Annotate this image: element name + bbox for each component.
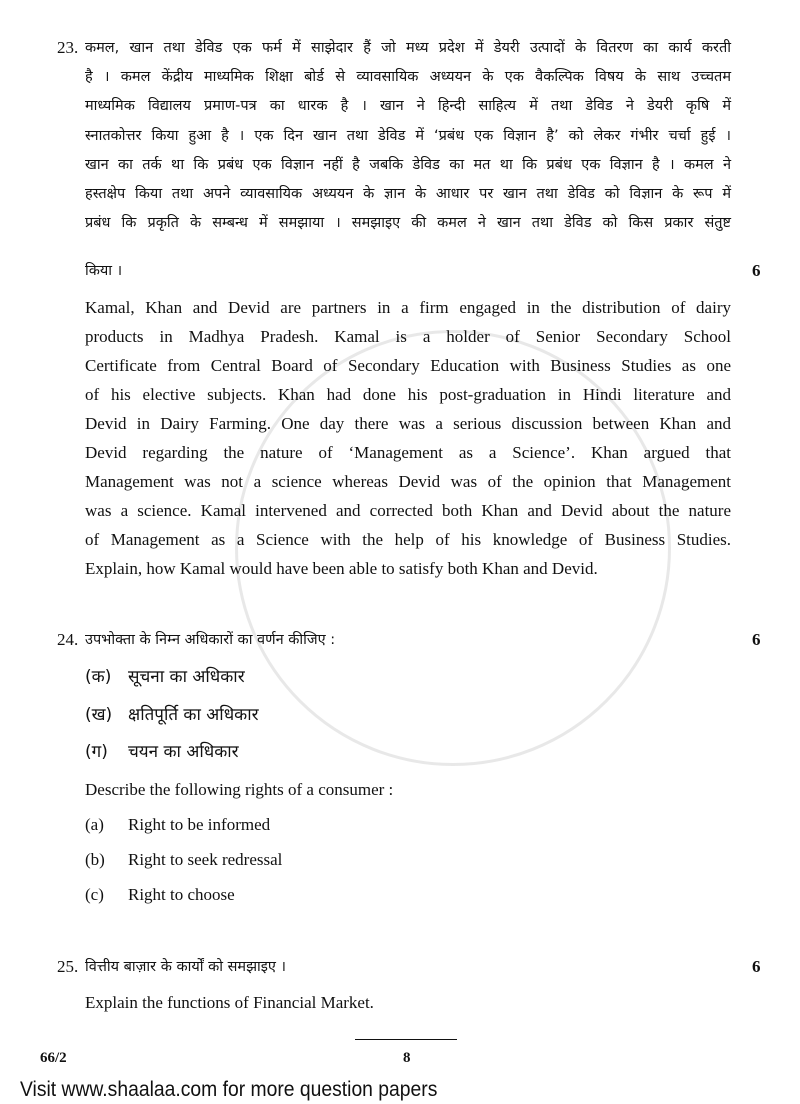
q23-english-line: Explain, how Kamal would have been able to satisfy both Khan and Devid. [85, 559, 598, 578]
q24-english-item-label: (a) [85, 815, 104, 834]
question-25-number: 25. [57, 957, 79, 976]
q23-hindi-line: हस्तक्षेप किया तथा अपने व्यावसायिक अध्ययन के ज्ञान के आधार पर खान तथा डेविड को विज्ञान के रूप में [85, 186, 731, 202]
q23-english-line: Certificate from Central Board of Secondary Education with Business Studies as one [85, 356, 731, 375]
q23-english-line: was a science. Kamal intervened and corrected both Khan and Devid about the nature [85, 501, 731, 520]
q23-english-line: Devid in Dairy Farming. One day there was a serious discussion between Khan and [85, 414, 731, 433]
q23-hindi-line: प्रबंध कि प्रकृति के सम्बन्ध में समझाया । समझाइए की कमल ने खान तथा डेविड को किस प्रकार संतुष्ट [85, 215, 731, 231]
q25-hindi: वित्तीय बाज़ार के कार्यों को समझाइए । [85, 959, 287, 975]
q24-hindi-item-label: (क) [85, 667, 112, 687]
q24-hindi-item-label: (ख) [85, 705, 113, 725]
q24-hindi-item-text: क्षतिपूर्ति का अधिकार [128, 705, 259, 725]
q24-english-item-label: (b) [85, 850, 105, 869]
q23-english-line: Devid regarding the nature of ‘Management as a Science’. Khan argued that [85, 443, 731, 462]
question-23-marks: 6 [752, 261, 761, 280]
q23-hindi-line: कमल, खान तथा डेविड एक फर्म में साझेदार हैं जो मध्य प्रदेश में डेयरी उत्पादों के वितरण का कार्य करती [85, 40, 731, 56]
q23-english-line: of Management as a Science with the help of his knowledge of Business Studies. [85, 530, 731, 549]
q23-english-line: of his elective subjects. Khan had done his post-graduation in Hindi literature and [85, 385, 731, 404]
question-24-marks: 6 [752, 630, 761, 649]
question-23-number: 23. [57, 38, 79, 57]
q24-hindi-item-text: चयन का अधिकार [128, 742, 239, 762]
q23-hindi-line: खान का तर्क था कि प्रबंध एक विज्ञान नहीं है जबकि डेविड का मत था कि प्रबंध एक विज्ञान है । कमल ने [85, 157, 731, 173]
q23-hindi-line: स्नातकोत्तर किया हुआ है । एक दिन खान तथा डेविड में ‘प्रबंध एक विज्ञान है’ को लेकर गंभीर चर्चा हुई । [85, 128, 731, 144]
q24-english-item-label: (c) [85, 885, 104, 904]
paper-code: 66/2 [40, 1050, 67, 1066]
q25-english: Explain the functions of Financial Market. [85, 993, 374, 1012]
q23-english-line: products in Madhya Pradesh. Kamal is a holder of Senior Secondary School [85, 327, 731, 346]
q24-english-item-text: Right to choose [128, 885, 235, 904]
q23-hindi-line: है । कमल केंद्रीय माध्यमिक शिक्षा बोर्ड से व्यावसायिक अध्ययन के एक वैकल्पिक विषय के साथ उच्चतम [85, 69, 731, 85]
q24-hindi-item-text: सूचना का अधिकार [128, 667, 245, 687]
q23-hindi-line: माध्यमिक विद्यालय प्रमाण-पत्र का धारक है । खान ने हिन्दी साहित्य में तथा डेविड ने डेयरी कृषि में [85, 98, 731, 114]
q23-english-line: Kamal, Khan and Devid are partners in a firm engaged in the distribution of dairy [85, 298, 731, 317]
page-number: 8 [403, 1050, 411, 1066]
q24-english-prompt: Describe the following rights of a consumer : [85, 780, 394, 799]
q23-hindi-line: किया । [85, 263, 123, 279]
q24-english-item-text: Right to be informed [128, 815, 271, 834]
end-rule [355, 1039, 457, 1040]
q24-hindi-item-label: (ग) [85, 742, 108, 762]
q24-hindi-prompt: उपभोक्ता के निम्न अधिकारों का वर्णन कीजिए : [85, 632, 336, 648]
q24-english-item-text: Right to seek redressal [128, 850, 283, 869]
visit-link[interactable]: Visit www.shaalaa.com for more question papers [20, 1078, 438, 1101]
question-25-marks: 6 [752, 957, 761, 976]
question-24-number: 24. [57, 630, 79, 649]
q23-english-line: Management was not a science whereas Devid was of the opinion that Management [85, 472, 731, 491]
